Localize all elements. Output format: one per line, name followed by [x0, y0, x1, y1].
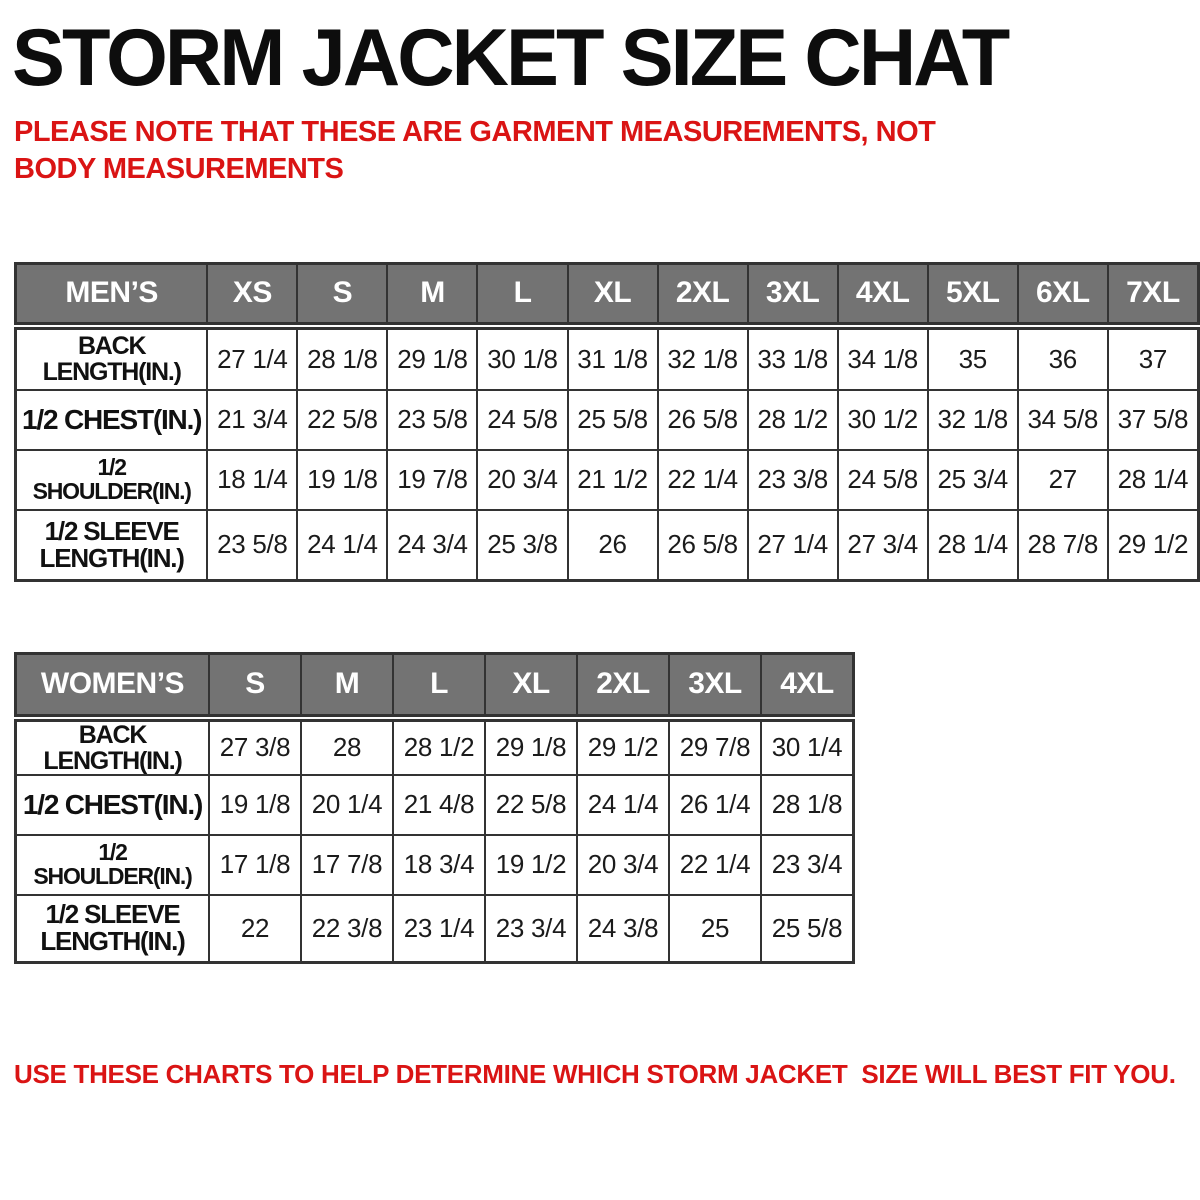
size-value-cell: 25	[669, 895, 761, 963]
size-value-cell: 20 1/4	[301, 775, 393, 835]
size-header-cell: L	[477, 264, 567, 326]
size-value-cell: 19 1/8	[297, 450, 387, 510]
size-header-row	[16, 654, 854, 718]
size-value-cell: 28 7/8	[1018, 510, 1108, 581]
measurement-row-label	[16, 775, 210, 835]
size-value-cell: 30 1/8	[477, 326, 567, 390]
size-value-cell: 24 5/8	[477, 390, 567, 450]
size-value-cell: 18 3/4	[393, 835, 485, 895]
measurement-row-label-line: 1/2 SLEEVE	[45, 899, 180, 930]
size-header-cell: 2XL	[658, 264, 748, 326]
size-value-cell: 29 1/8	[387, 326, 477, 390]
size-value-cell: 21 1/2	[568, 450, 658, 510]
size-header-cell: XL	[485, 654, 577, 718]
size-header-cell: 3XL	[748, 264, 838, 326]
size-value-cell: 22 1/4	[669, 835, 761, 895]
size-header-cell: L	[393, 654, 485, 718]
size-value-cell: 22	[209, 895, 301, 963]
fit-guidance-note: USE THESE CHARTS TO HELP DETERMINE WHICH STORM JACKET SIZE WILL BEST FIT YOU.	[14, 1059, 1176, 1089]
size-value-cell: 25 3/4	[928, 450, 1018, 510]
measurement-row-label-line: LENGTH(IN.)	[39, 542, 184, 573]
measurement-row-label-line: LENGTH(IN.)	[43, 746, 182, 775]
size-value-cell: 28 1/2	[393, 718, 485, 775]
size-value-cell: 23 3/4	[485, 895, 577, 963]
womens-size-table	[14, 652, 855, 964]
size-value-cell: 23 3/8	[748, 450, 838, 510]
measurement-row	[16, 450, 1199, 510]
size-value-cell: 24 3/8	[577, 895, 669, 963]
size-header-cell: XL	[568, 264, 658, 326]
size-value-cell: 19 1/2	[485, 835, 577, 895]
measurement-row	[16, 390, 1199, 450]
size-value-cell: 27 3/8	[209, 718, 301, 775]
measurement-row-label-line: BACK	[77, 332, 146, 360]
size-value-cell: 36	[1018, 326, 1108, 390]
mens-size-table	[14, 262, 1200, 582]
size-value-cell: 23 5/8	[387, 390, 477, 450]
size-value-cell: 29 1/2	[577, 718, 669, 775]
measurement-row	[16, 835, 854, 895]
measurement-row	[16, 718, 854, 775]
size-value-cell: 24 3/4	[387, 510, 477, 581]
size-value-cell: 35	[928, 326, 1018, 390]
measurement-row-label-line: 1/2 SHOULDER(IN.)	[32, 453, 191, 504]
size-value-cell: 26	[568, 510, 658, 581]
size-value-cell: 25 5/8	[568, 390, 658, 450]
size-value-cell: 19 1/8	[209, 775, 301, 835]
measurement-row-label	[16, 895, 210, 963]
size-header-cell: M	[301, 654, 393, 718]
measurement-row-label-line: 1/2 SHOULDER(IN.)	[33, 838, 192, 889]
size-value-cell: 27 3/4	[838, 510, 928, 581]
size-value-cell: 17 1/8	[209, 835, 301, 895]
measurement-row-label-line: LENGTH(IN.)	[40, 926, 185, 957]
size-header-cell: 5XL	[928, 264, 1018, 326]
size-value-cell: 34 5/8	[1018, 390, 1108, 450]
size-value-cell: 32 1/8	[658, 326, 748, 390]
size-header-cell: 4XL	[761, 654, 854, 718]
size-value-cell: 23 1/4	[393, 895, 485, 963]
size-header-cell: 3XL	[669, 654, 761, 718]
measurement-row	[16, 510, 1199, 581]
size-value-cell: 21 4/8	[393, 775, 485, 835]
size-value-cell: 31 1/8	[568, 326, 658, 390]
size-header-cell: S	[209, 654, 301, 718]
gender-header-cell: WOMEN’S	[16, 654, 210, 718]
size-value-cell: 29 1/2	[1108, 510, 1199, 581]
size-value-cell: 27 1/4	[748, 510, 838, 581]
mens-size-table-section	[14, 262, 1200, 582]
size-header-cell: M	[387, 264, 477, 326]
size-value-cell: 26 5/8	[658, 390, 748, 450]
measurement-row-label-line: 1/2 CHEST(IN.)	[22, 403, 202, 435]
size-header-cell: 4XL	[838, 264, 928, 326]
size-value-cell: 22 5/8	[297, 390, 387, 450]
size-value-cell: 20 3/4	[577, 835, 669, 895]
measurement-row-label	[16, 718, 210, 775]
measurement-row-label	[16, 835, 210, 895]
size-value-cell: 25 3/8	[477, 510, 567, 581]
size-value-cell: 28 1/4	[1108, 450, 1199, 510]
measurement-row	[16, 326, 1199, 390]
womens-size-table-section	[14, 652, 855, 964]
measurement-row	[16, 775, 854, 835]
size-header-cell: 7XL	[1108, 264, 1199, 326]
measurement-row-label	[16, 326, 208, 390]
size-value-cell: 29 1/8	[485, 718, 577, 775]
size-value-cell: 24 5/8	[838, 450, 928, 510]
measurement-row-label-line: 1/2 CHEST(IN.)	[22, 788, 203, 820]
gender-header-cell: MEN’S	[16, 264, 208, 326]
size-header-cell: XS	[207, 264, 297, 326]
size-header-cell: 6XL	[1018, 264, 1108, 326]
measurement-row-label-line: BACK	[78, 720, 147, 749]
measurement-row-label	[16, 510, 208, 581]
measurement-row	[16, 895, 854, 963]
size-value-cell: 19 7/8	[387, 450, 477, 510]
size-value-cell: 37 5/8	[1108, 390, 1199, 450]
size-value-cell: 28 1/2	[748, 390, 838, 450]
size-value-cell: 21 3/4	[207, 390, 297, 450]
size-value-cell: 25 5/8	[761, 895, 854, 963]
size-value-cell: 30 1/2	[838, 390, 928, 450]
size-value-cell: 27 1/4	[207, 326, 297, 390]
garment-measurement-note: PLEASE NOTE THAT THESE ARE GARMENT MEASUREMENTS, NOT BODY MEASUREMENTS	[14, 116, 936, 186]
size-header-cell: 2XL	[577, 654, 669, 718]
size-header-row	[16, 264, 1199, 326]
size-value-cell: 20 3/4	[477, 450, 567, 510]
size-value-cell: 30 1/4	[761, 718, 854, 775]
size-value-cell: 22 5/8	[485, 775, 577, 835]
size-value-cell: 29 7/8	[669, 718, 761, 775]
measurement-row-label-line: LENGTH(IN.)	[42, 358, 181, 386]
size-value-cell: 17 7/8	[301, 835, 393, 895]
page-title: STORM JACKET SIZE CHAT	[12, 13, 1008, 103]
size-value-cell: 22 3/8	[301, 895, 393, 963]
size-value-cell: 28 1/4	[928, 510, 1018, 581]
size-value-cell: 27	[1018, 450, 1108, 510]
size-value-cell: 23 5/8	[207, 510, 297, 581]
size-value-cell: 28 1/8	[297, 326, 387, 390]
size-value-cell: 32 1/8	[928, 390, 1018, 450]
size-value-cell: 18 1/4	[207, 450, 297, 510]
size-value-cell: 26 5/8	[658, 510, 748, 581]
size-value-cell: 26 1/4	[669, 775, 761, 835]
size-value-cell: 28 1/8	[761, 775, 854, 835]
size-value-cell: 22 1/4	[658, 450, 748, 510]
size-value-cell: 37	[1108, 326, 1199, 390]
size-value-cell: 28	[301, 718, 393, 775]
measurement-row-label	[16, 450, 208, 510]
size-value-cell: 24 1/4	[297, 510, 387, 581]
measurement-row-label	[16, 390, 208, 450]
size-value-cell: 23 3/4	[761, 835, 854, 895]
size-value-cell: 33 1/8	[748, 326, 838, 390]
size-value-cell: 34 1/8	[838, 326, 928, 390]
size-value-cell: 24 1/4	[577, 775, 669, 835]
measurement-row-label-line: 1/2 SLEEVE	[44, 515, 179, 546]
size-header-cell: S	[297, 264, 387, 326]
